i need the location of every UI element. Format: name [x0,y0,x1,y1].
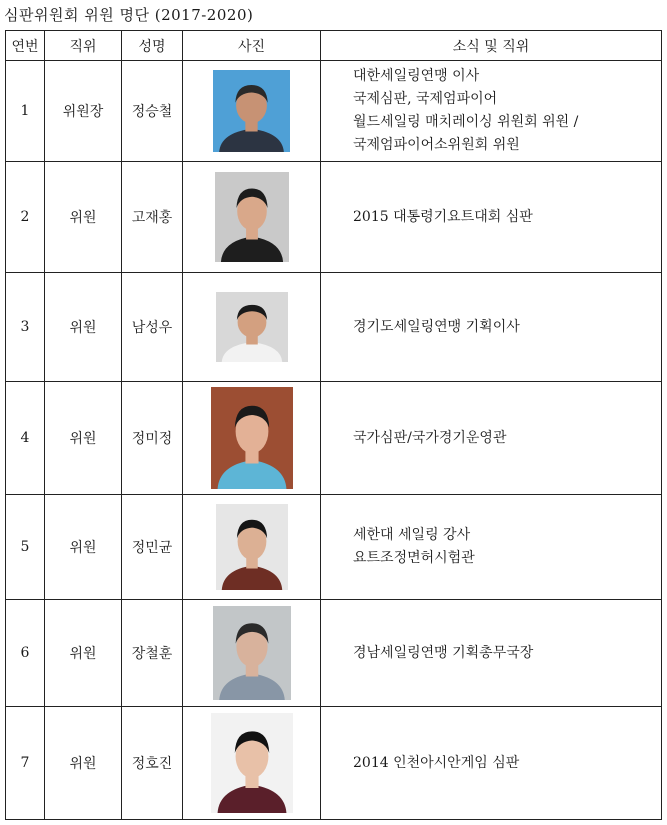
member-photo-cell [183,707,321,820]
member-position: 위원 [45,495,122,600]
member-name: 고재홍 [122,162,183,273]
member-number: 6 [6,600,45,707]
member-photo-cell [183,382,321,495]
table-row [6,273,662,382]
member-name: 정민균 [122,495,183,600]
member-number: 7 [6,707,45,820]
member-number: 2 [6,162,45,273]
portrait-icon [213,606,291,700]
member-number: 3 [6,273,45,382]
member-name: 정승철 [122,61,183,162]
portrait-icon [215,172,289,262]
header-photo: 사진 [183,31,321,61]
member-photo-cell [183,600,321,707]
member-position: 위원 [45,382,122,495]
portrait-icon [211,713,293,813]
portrait-icon [211,387,293,489]
member-photo-cell [183,495,321,600]
table-row [6,382,662,495]
member-photo [213,606,291,700]
member-position: 위원 [45,600,122,707]
header-no: 연번 [6,31,45,61]
portrait-icon [216,292,288,362]
member-name: 남성우 [122,273,183,382]
member-name: 정호진 [122,707,183,820]
member-affiliation [321,707,662,820]
table-row [6,495,662,600]
member-affiliation [321,382,662,495]
member-photo-cell [183,162,321,273]
table-row [6,707,662,820]
member-position: 위원 [45,707,122,820]
header-row [6,31,662,61]
member-position: 위원 [45,273,122,382]
page-title: 심판위원회 위원 명단 (2017-2020) [4,6,254,24]
committee-table [5,30,662,820]
header-name: 성명 [122,31,183,61]
member-name: 정미정 [122,382,183,495]
affiliation-line: 국제심판, 국제엄파이어 [353,91,498,107]
member-photo [211,387,293,489]
table-row [6,162,662,273]
portrait-icon [216,504,288,590]
affiliation-line: 국가심판/국가경기운영관 [353,429,507,446]
member-number: 5 [6,495,45,600]
header-position: 직위 [45,31,122,61]
member-affiliation [321,273,662,382]
member-affiliation [321,61,662,162]
affiliation-line: 요트조정면허시험관 [353,550,475,566]
member-photo [213,70,290,152]
affiliation-line: 2015 대통령기요트대회 심판 [353,208,533,225]
member-photo [216,292,288,362]
affiliation-line: 경남세일링연맹 기획총무국장 [353,644,534,661]
member-photo-cell [183,61,321,162]
member-position: 위원 [45,162,122,273]
affiliation-line: 국제엄파이어소위원회 위원 [353,137,520,153]
member-position: 위원장 [45,61,122,162]
affiliation-line: 대한세일링연맹 이사 [353,68,480,84]
table-row [6,600,662,707]
member-photo [216,504,288,590]
affiliation-line: 세한대 세일링 강사 [353,527,471,543]
member-number: 4 [6,382,45,495]
member-photo [215,172,289,262]
member-affiliation [321,495,662,600]
member-affiliation [321,600,662,707]
portrait-icon [213,70,290,152]
affiliation-line: 경기도세일링연맹 기획이사 [353,318,520,335]
member-number: 1 [6,61,45,162]
header-affiliation: 소식 및 직위 [321,31,662,61]
affiliation-line: 월드세일링 매치레이싱 위원회 위원 / [353,114,579,130]
member-affiliation [321,162,662,273]
member-photo-cell [183,273,321,382]
table-row [6,61,662,162]
affiliation-line: 2014 인천아시안게임 심판 [353,754,520,771]
member-photo [211,713,293,813]
member-name: 장철훈 [122,600,183,707]
